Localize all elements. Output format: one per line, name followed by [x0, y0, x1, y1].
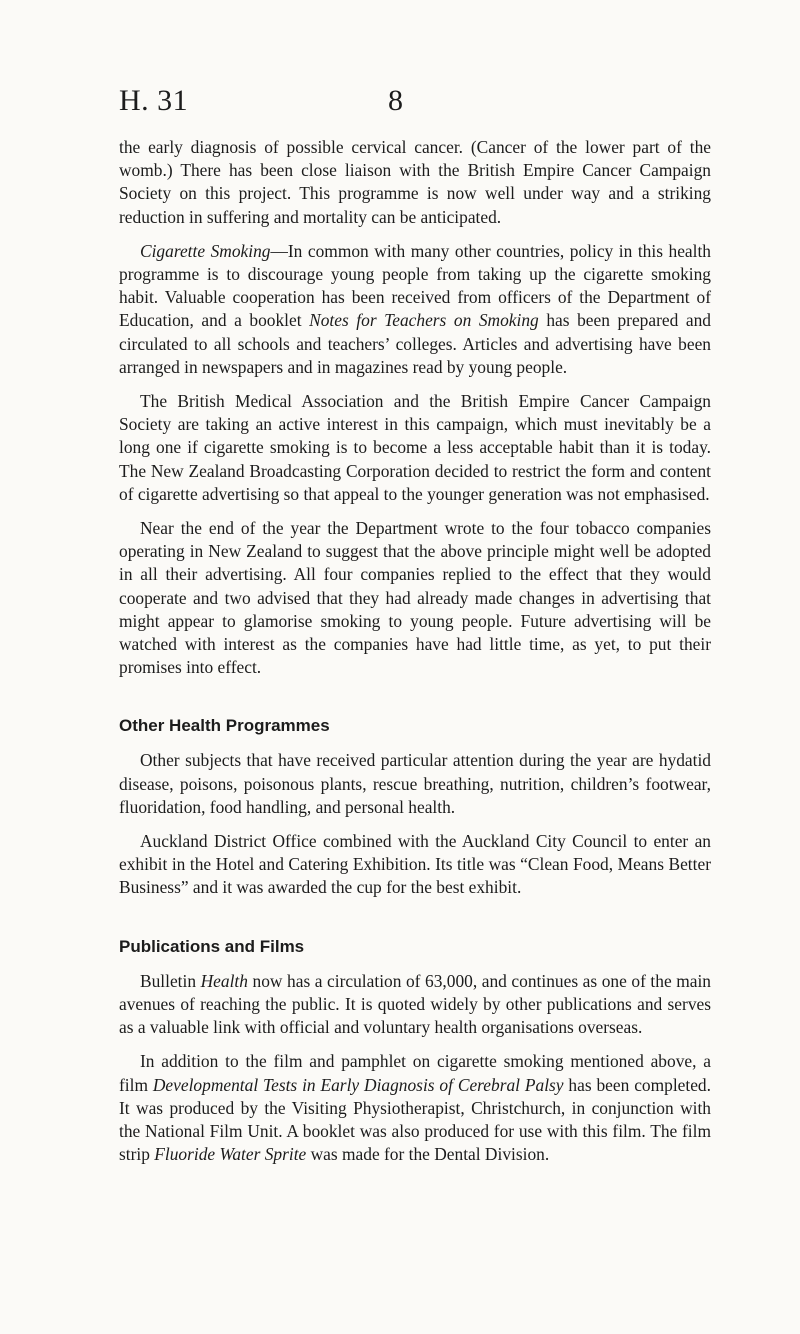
film-strip-title: Fluoride Water Sprite [154, 1144, 307, 1165]
paragraph-text: the early diagnosis of possible cervical cancer. (Cancer of the lower part of the womb.) There has been close liaison with the British Empire Cancer Campaign Society on this project. This programme is now well under way and a striking reduction in suffering and mortality can be anticipated. [119, 137, 711, 227]
paragraph-text: was made for the Dental Division. [306, 1144, 550, 1165]
booklet-title: Notes for Teachers on Smoking [309, 310, 539, 331]
heading-publications-and-films: Publications and Films [119, 936, 305, 956]
paragraph-text: Near the end of the year the Department wrote to the four tobacco companies operating in New Zealand to suggest that the above principle might well be adopted in all their advertising. All four companies replied to the effect that they would cooperate and two advised that they had already made changes in advertising that might appear to glamorise smoking to young people. Future advertising will be watched with interest as the companies have had little time, as yet, to put their promises into effect. [119, 518, 711, 678]
paragraph-auckland-exhibit [119, 830, 711, 900]
paragraph-bulletin [119, 970, 711, 1040]
paragraph-text: Auckland District Office combined with the Auckland City Council to enter an exhibit in the Hotel and Catering Exhibition. Its title was “Clean Food, Means Better Business” and it was awarded the cup for the best exhibit. [119, 831, 711, 898]
paragraph-text: Bulletin [140, 970, 201, 991]
paragraph-text: has been prepared and circulated to all schools and teachers’ colleges. Articles and advertising have been arranged in newspapers and in magazines read by young people. [119, 310, 711, 377]
body-text [119, 136, 711, 1177]
paragraph-text: now has a circulation of 63,000, and continues as one of the main avenues of reaching the public. It is quoted widely by other publications and serves as a valuable link with official and voluntary health organisations overseas. [119, 970, 712, 1038]
page-number: 8 [388, 84, 403, 117]
paragraph-cervical-cancer [119, 136, 711, 229]
paragraph-text: Other subjects that have received particular attention during the year are hydatid disease, poisons, poisonous plants, rescue breathing, nutrition, children’s footwear, fluoridation, food handling, and personal health. [119, 750, 711, 817]
document-number: H. 31 [119, 84, 189, 117]
paragraph-cigarette-smoking [119, 240, 711, 379]
film-title: Developmental Tests in Early Diagnosis of Cerebral Palsy [152, 1074, 564, 1095]
bulletin-title: Health [200, 970, 248, 991]
paragraph-films [119, 1050, 711, 1166]
paragraph-other-subjects [119, 749, 711, 819]
paragraph-text: The British Medical Association and the British Empire Cancer Campaign Society are taking an active interest in this campaign, which must inevitably be a long one if cigarette smoking is to become a less acceptable habit than it is today. The New Zealand Broadcasting Corporation decided to restrict the form and content of cigarette advertising so that appeal to the younger generation was not emphasised. [119, 391, 711, 504]
paragraph-text: —In common with many other countries, policy in this health programme is to discourage young people from taking up the cigarette smoking habit. Valuable cooperation has been received from officers of the Department of Education, and a booklet [119, 240, 711, 331]
paragraph-campaign [119, 390, 711, 506]
section-run-in-title: Cigarette Smoking [140, 240, 271, 261]
paragraph-tobacco-companies [119, 517, 711, 679]
page-header [0, 84, 800, 124]
paragraph-text: has been completed. It was produced by the Visiting Physiotherapist, Christchurch, in conjunction with the National Film Unit. A booklet was also produced for use with this film. The film strip [119, 1074, 711, 1165]
paragraph-text: In addition to the film and pamphlet on cigarette smoking mentioned above, a film [119, 1051, 711, 1095]
heading-other-health-programmes: Other Health Programmes [119, 716, 330, 736]
